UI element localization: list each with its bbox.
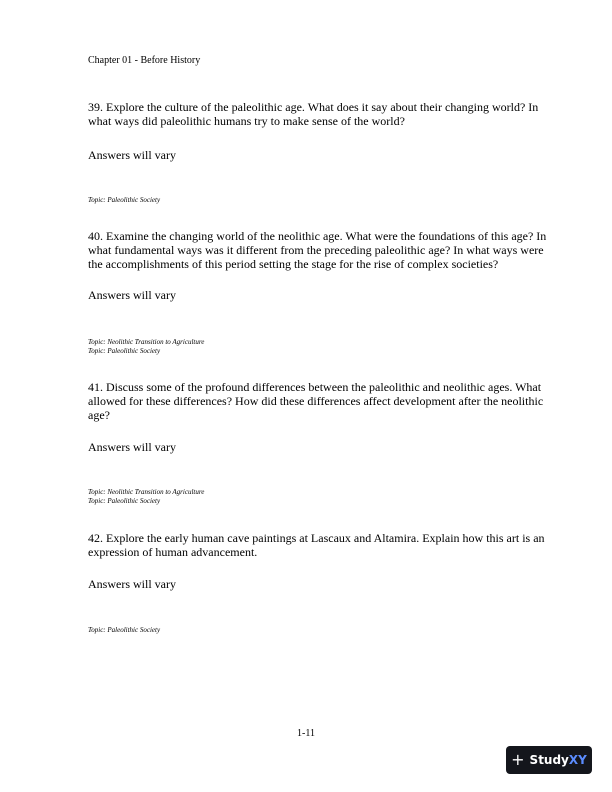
topic-41-1: Topic: Neolithic Transition to Agriculture xyxy=(88,488,205,496)
plus-icon: + xyxy=(511,750,525,769)
chapter-header: Chapter 01 - Before History xyxy=(88,55,201,66)
topic-40-2: Topic: Paleolithic Society xyxy=(88,347,161,355)
topic-40-1: Topic: Neolithic Transition to Agriculture xyxy=(88,338,205,346)
question-41: 41. Discuss some of the profound differences between the paleolithic and neolithic ages. What allowed for these differences? How did these differences affect development after the neolithic age? xyxy=(88,380,544,422)
question-42: 42. Explore the early human cave paintings at Lascaux and Altamira. Explain how this art is an expression of human advancement. xyxy=(88,531,545,559)
brand-part-xy: XY xyxy=(568,753,587,767)
brand-part-study: Study xyxy=(529,753,569,767)
question-39: 39. Explore the culture of the paleolithic age. What does it say about their changing world? In what ways did paleolithic humans try to make sense of the world? xyxy=(88,100,539,128)
topic-41-2: Topic: Paleolithic Society xyxy=(88,497,161,505)
question-40: 40. Examine the changing world of the neolithic age. What were the foundations of this age? In what fundamental ways was it different from the preceding paleolithic age? In what ways were the accomplishments of this period setting the stage for the rise of complex societies? xyxy=(88,229,547,271)
answer-41: Answers will vary xyxy=(88,440,176,454)
brand-name xyxy=(530,753,587,767)
answer-42: Answers will vary xyxy=(88,577,176,591)
page-number: 1-11 xyxy=(297,728,315,739)
answer-40: Answers will vary xyxy=(88,288,176,302)
studyxy-badge[interactable] xyxy=(506,746,592,774)
answer-39: Answers will vary xyxy=(88,148,176,162)
topic-42-1: Topic: Paleolithic Society xyxy=(88,626,161,634)
topic-39-1: Topic: Paleolithic Society xyxy=(88,196,161,204)
